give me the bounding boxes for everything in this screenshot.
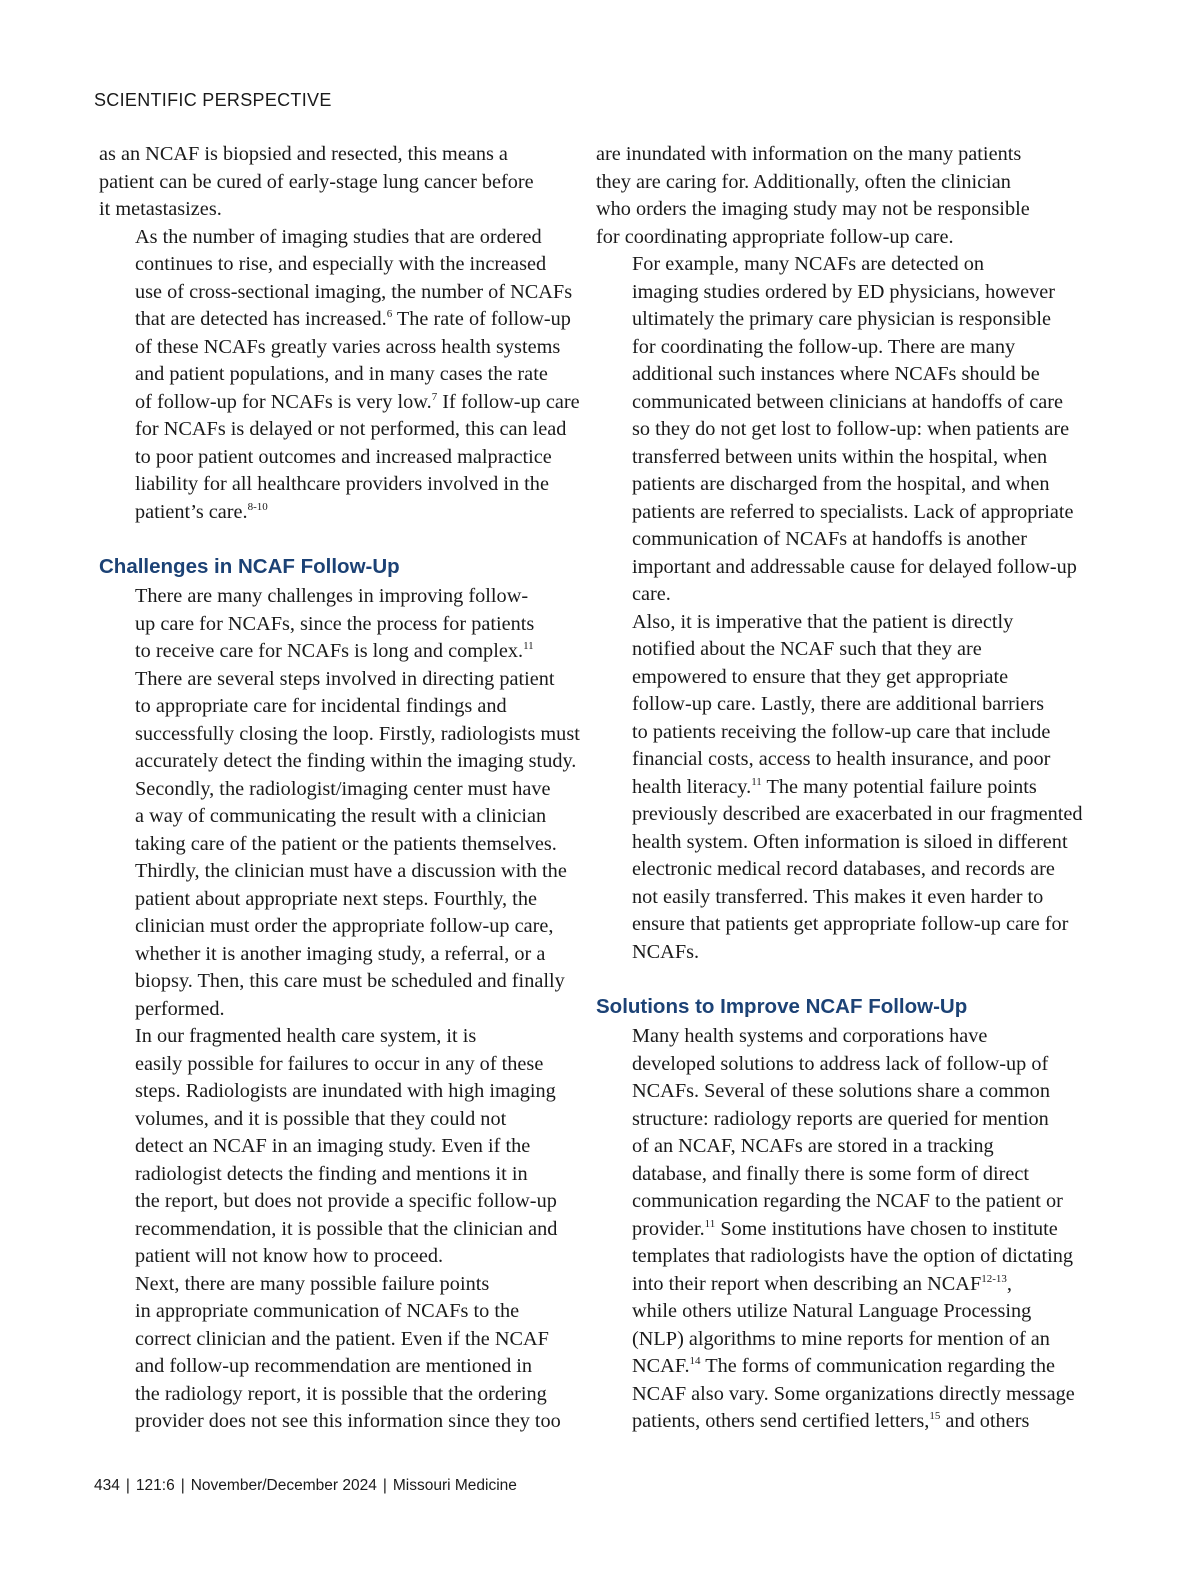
- text-line: that are detected has increased.$^6$ The rate of follow-up: [135, 308, 571, 330]
- text-line: database, and finally there is some form of direct: [632, 1162, 1030, 1185]
- text-line: for coordinating appropriate follow-up care.: [596, 225, 954, 248]
- citation-superscript: 7: [431, 390, 438, 403]
- text-line: Many health systems and corporations have: [632, 1025, 988, 1047]
- text-line: steps. Radiologists are inundated with high imaging: [135, 1080, 556, 1102]
- text-line: communication regarding the NCAF to the patient or: [632, 1190, 1063, 1212]
- text-line: communicated between clinicians at handoffs of care: [632, 390, 1063, 413]
- text-line: in appropriate communication of NCAFs to the: [135, 1300, 520, 1322]
- text-line: patients, others send certified letters,$^{15}$ and others: [632, 1410, 1030, 1432]
- body-paragraph: [596, 1023, 1074, 1436]
- citation-superscript: 14: [689, 1355, 701, 1367]
- text-line: As the number of imaging studies that are ordered: [135, 225, 542, 248]
- text-line: patient will not know how to proceed.: [135, 1245, 444, 1267]
- text-line: For example, many NCAFs are detected on: [632, 253, 985, 275]
- text-line: continues to rise, and especially with the increased: [135, 253, 547, 275]
- text-line: previously described are exacerbated in our fragmented: [632, 803, 1083, 825]
- text-line: empowered to ensure that they get appropriate: [632, 665, 1009, 688]
- text-line: recommendation, it is possible that the clinician and: [135, 1217, 558, 1240]
- text-line: taking care of the patient or the patients themselves.: [135, 832, 557, 855]
- text-line: to appropriate care for incidental findings and: [135, 695, 507, 717]
- text-line: health literacy.$^{11}$ The many potential failure points: [632, 775, 1037, 798]
- text-line: of these NCAFs greatly varies across health systems: [135, 335, 561, 358]
- text-line: ensure that patients get appropriate follow-up care for: [632, 913, 1069, 935]
- issue-number: 121:6: [135, 1477, 175, 1494]
- text-line: There are several steps involved in directing patient: [135, 667, 555, 690]
- left-column: [99, 141, 580, 1436]
- text-line: care.: [632, 583, 671, 605]
- text-line: to receive care for NCAFs is long and complex.$^{11}$: [135, 640, 534, 662]
- text-line: provider does not see this information since they too: [135, 1410, 561, 1432]
- footer-separator: |: [382, 1477, 387, 1494]
- body-paragraph: [596, 609, 1083, 967]
- section-heading: Challenges in NCAF Follow-Up: [99, 555, 400, 578]
- text-line: transferred between units within the hospital, when: [632, 445, 1048, 468]
- footer-separator: |: [125, 1477, 130, 1494]
- text-line: use of cross-sectional imaging, the number of NCAFs: [135, 280, 573, 303]
- page-number: 434: [94, 1477, 120, 1494]
- text-line: of an NCAF, NCAFs are stored in a tracking: [632, 1135, 994, 1157]
- text-line: follow-up care. Lastly, there are additional barriers: [632, 693, 1045, 715]
- text-line: accurately detect the finding within the imaging study.: [135, 750, 577, 772]
- section-heading: Solutions to Improve NCAF Follow-Up: [596, 995, 968, 1018]
- text-line: successfully closing the loop. Firstly, radiologists must: [135, 722, 580, 745]
- section-label: SCIENTIFIC PERSPECTIVE: [94, 90, 332, 110]
- text-line: Next, there are many possible failure points: [135, 1272, 490, 1295]
- text-line: developed solutions to address lack of follow-up of: [632, 1052, 1049, 1075]
- text-line: NCAF.$^{14}$ The forms of communication regarding the: [632, 1355, 1055, 1377]
- text-line: Thirdly, the clinician must have a discussion with the: [135, 860, 567, 882]
- text-line: are inundated with information on the many patients: [596, 143, 1022, 165]
- text-line: NCAFs.: [632, 940, 700, 963]
- text-line: (NLP) algorithms to mine reports for mention of an: [632, 1327, 1050, 1350]
- citation-superscript: 11: [751, 775, 762, 788]
- text-line: while others utilize Natural Language Processing: [632, 1300, 1032, 1322]
- body-paragraph: [99, 224, 580, 527]
- text-line: patient about appropriate next steps. Fourthly, the: [135, 887, 537, 910]
- text-line: electronic medical record databases, and records are: [632, 858, 1055, 880]
- text-line: up care for NCAFs, since the process for patients: [135, 612, 535, 635]
- citation-superscript: 11: [523, 640, 534, 652]
- text-line: NCAF also vary. Some organizations directly message: [632, 1382, 1075, 1405]
- body-paragraph: [596, 251, 1077, 609]
- text-line: as an NCAF is biopsied and resected, this means a: [99, 143, 508, 165]
- text-line: and follow-up recommendation are mentioned in: [135, 1355, 533, 1377]
- text-line: of follow-up for NCAFs is very low.$^7$ If follow-up care: [135, 390, 580, 413]
- text-line: to poor patient outcomes and increased malpractice: [135, 445, 552, 468]
- text-line: patients are referred to specialists. Lack of appropriate: [632, 500, 1074, 523]
- citation-superscript: 15: [929, 1410, 941, 1422]
- text-line: the radiology report, it is possible that the ordering: [135, 1382, 547, 1405]
- text-line: to patients receiving the follow-up care that include: [632, 720, 1051, 743]
- text-line: provider.$^{11}$ Some institutions have chosen to institute: [632, 1217, 1058, 1240]
- journal-name: Missouri Medicine: [392, 1477, 517, 1494]
- text-line: clinician must order the appropriate follow-up care,: [135, 915, 554, 937]
- text-line: radiologist detects the finding and mentions it in: [135, 1162, 528, 1185]
- text-line: There are many challenges in improving follow-: [135, 585, 529, 607]
- citation-superscript: 6: [386, 308, 393, 320]
- text-line: important and addressable cause for delayed follow-up: [632, 555, 1077, 578]
- body-paragraph: [99, 1271, 577, 1436]
- page-footer: [94, 1477, 517, 1495]
- text-line: for NCAFs is delayed or not performed, this can lead: [135, 418, 567, 440]
- body-paragraph: [99, 583, 580, 1023]
- text-line: the report, but does not provide a specific follow-up: [135, 1190, 557, 1212]
- body-paragraph: [99, 1023, 577, 1271]
- footer-separator: |: [180, 1477, 185, 1494]
- text-line: patient can be cured of early-stage lung cancer before: [99, 170, 534, 193]
- text-line: they are caring for. Additionally, often the clinician: [596, 170, 1011, 193]
- body-paragraph: [596, 141, 1074, 251]
- text-line: liability for all healthcare providers involved in the: [135, 473, 549, 495]
- body-paragraph: [99, 141, 577, 224]
- text-line: financial costs, access to health insurance, and poor: [632, 748, 1051, 770]
- text-line: additional such instances where NCAFs should be: [632, 363, 1040, 385]
- text-line: correct clinician and the patient. Even if the NCAF: [135, 1327, 549, 1350]
- text-line: patient’s care.$^{8-10}$: [135, 500, 268, 523]
- text-line: imaging studies ordered by ED physicians, however: [632, 280, 1055, 303]
- citation-superscript: 12-13: [981, 1272, 1007, 1285]
- text-line: communication of NCAFs at handoffs is another: [632, 528, 1028, 550]
- text-line: not easily transferred. This makes it even harder to: [632, 885, 1044, 908]
- text-line: easily possible for failures to occur in any of these: [135, 1052, 544, 1075]
- issue-date: November/December 2024: [190, 1477, 377, 1494]
- right-column: [596, 141, 1083, 1436]
- text-line: who orders the imaging study may not be responsible: [596, 198, 1030, 220]
- text-line: Secondly, the radiologist/imaging center must have: [135, 777, 551, 800]
- text-line: In our fragmented health care system, it is: [135, 1025, 477, 1047]
- text-line: biopsy. Then, this care must be scheduled and finally: [135, 970, 565, 992]
- text-line: detect an NCAF in an imaging study. Even if the: [135, 1135, 531, 1157]
- text-line: notified about the NCAF such that they are: [632, 638, 982, 660]
- text-line: health system. Often information is siloed in different: [632, 830, 1068, 853]
- citation-superscript: 11: [704, 1217, 716, 1230]
- text-line: performed.: [135, 997, 225, 1020]
- text-line: a way of communicating the result with a clinician: [135, 805, 547, 827]
- text-line: volumes, and it is possible that they could not: [135, 1107, 507, 1130]
- text-line: so they do not get lost to follow-up: when patients are: [632, 418, 1070, 440]
- text-line: for coordinating the follow-up. There are many: [632, 335, 1016, 358]
- text-line: and patient populations, and in many cases the rate: [135, 363, 548, 385]
- text-line: it metastasizes.: [99, 198, 222, 220]
- text-line: structure: radiology reports are queried for mention: [632, 1107, 1049, 1130]
- text-line: patients are discharged from the hospital, and when: [632, 473, 1050, 495]
- text-line: Also, it is imperative that the patient is directly: [632, 610, 1014, 633]
- text-line: into their report when describing an NCAF$^{12-13}$,: [632, 1272, 1012, 1295]
- text-line: NCAFs. Several of these solutions share a common: [632, 1080, 1050, 1102]
- text-line: whether it is another imaging study, a referral, or a: [135, 942, 546, 965]
- text-line: ultimately the primary care physician is responsible: [632, 308, 1052, 330]
- text-line: templates that radiologists have the option of dictating: [632, 1245, 1074, 1267]
- citation-superscript: 8-10: [247, 500, 268, 513]
